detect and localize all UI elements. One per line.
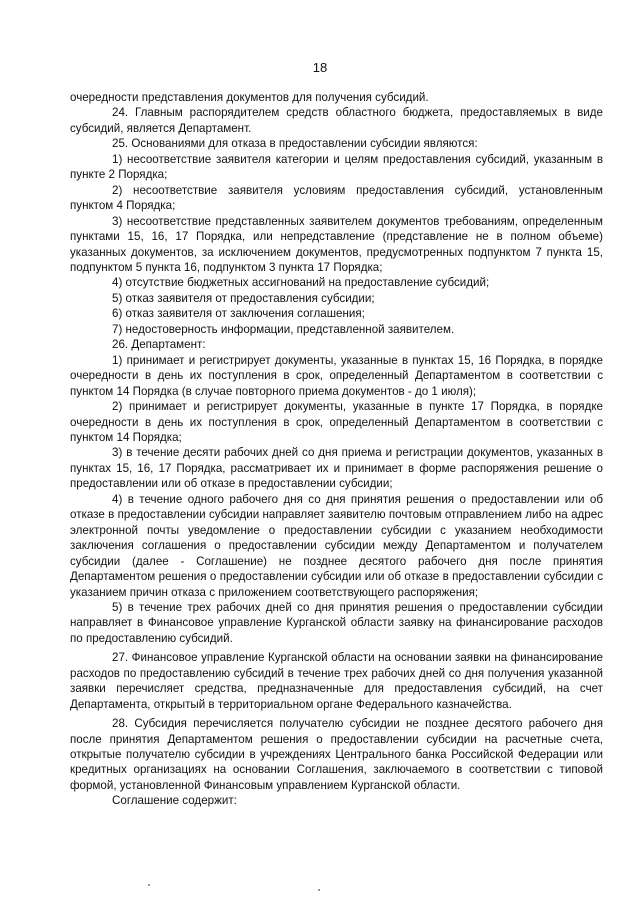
paragraph-25-item-5: 5) отказ заявителя от предоставления субсидии; bbox=[112, 291, 375, 305]
paragraph-25-item-7: 7) недостоверность информации, представленной заявителем. bbox=[112, 322, 455, 336]
scan-speck bbox=[318, 889, 320, 891]
paragraph-25: 25. Основаниями для отказа в предоставлении субсидии являются: bbox=[112, 137, 478, 151]
paragraph-26-item-3: 3) в течение десяти рабочих дней со дня приема и регистрации документов, указанных в пунктах 15, 16, 17 Порядка, рассматривает их и принимает в форме распоряжения решение о предоставлении или об отказе в предоставлении субсидии; bbox=[70, 446, 603, 491]
agreement-contents-heading: Соглашение содержит: bbox=[112, 794, 237, 808]
paragraph-25-item-4: 4) отсутствие бюджетных ассигнований на предоставление субсидий; bbox=[112, 276, 490, 290]
paragraph-25-item-6: 6) отказ заявителя от заключения соглашения; bbox=[112, 307, 365, 321]
paragraph-26-item-1: 1) принимает и регистрирует документы, указанные в пунктах 15, 16 Порядка, в порядке очередности в день их поступления в срок, определенный Департаментом в соответствии с пунктом 14 Порядка (в случае повторного приема документов - до 1 июля); bbox=[70, 353, 603, 398]
paragraph-23-end: очередности представления документов для получения субсидий. bbox=[70, 91, 429, 104]
paragraph-28: 28. Субсидия перечисляется получателю субсидии не позднее десятого рабочего дня после принятия Департаментом решения о предоставлении субсидии на расчетные счета, открытые получателю субсидии в учреждениях Центрального банка Российской Федерации или кредитных организациях на основании Соглашения, заключаемого в соответствии с типовой формой, установленной Финансовым управлением Курганской области. bbox=[70, 717, 603, 792]
paragraph-26: 26. Департамент: bbox=[112, 338, 206, 352]
paragraph-26-item-2: 2) принимает и регистрирует документы, указанные в пункте 17 Порядка, в порядке очередности в день их поступления в срок, определенный Департаментом в соответствии с пунктом 14 Порядка; bbox=[70, 400, 603, 444]
paragraph-27: 27. Финансовое управление Курганской области на основании заявки на финансирование расходов по предоставлению субсидий в течение трех рабочих дней со дня получения указанной заявки перечисляет средства, предназначенные для предоставления субсидий, на счет Департамента, открытый в территориальном органе Федерального казначейства. bbox=[70, 651, 603, 711]
paragraph-25-item-3: 3) несоответствие представленных заявителем документов требованиям, определенным пунктами 15, 16, 17 Порядка, или непредставление (представление не в полном объеме) указанных документов, за исключением документов, предусмотренных подпунктом 7 пункта 15, подпунктом 5 пункта 16, подпунктом 3 пункта 17 Порядка; bbox=[70, 214, 603, 274]
document-body bbox=[70, 90, 603, 809]
paragraph-26-item-5: 5) в течение трех рабочих дней со дня принятия решения о предоставлении субсидии направляет в Финансовое управление Курганской области заявку на финансирование расходов по предоставлению субсидий. bbox=[70, 600, 603, 645]
scan-speck bbox=[148, 884, 150, 886]
paragraph-25-item-2: 2) несоответствие заявителя условиям предоставления субсидий, установленным пунктом 4 Порядка; bbox=[70, 183, 603, 213]
paragraph-24: 24. Главным распорядителем средств областного бюджета, предоставляемых в виде субсидий, является Департамент. bbox=[70, 106, 603, 135]
paragraph-25-item-1: 1) несоответствие заявителя категории и целям предоставления субсидий, указанным в пункте 2 Порядка; bbox=[70, 152, 603, 182]
page-number: 18 bbox=[312, 60, 328, 75]
paragraph-26-item-4: 4) в течение одного рабочего дня со дня принятия решения о предоставлении или об отказе в предоставлении субсидии направляет заявителю почтовым отправлением либо на адрес электронной почты уведомление о предоставлении субсидии с указанием необходимости заключения соглашения о предоставлении субсидии между Департаментом и получателем субсидии (далее - Соглашение) не позднее десятого рабочего дня после принятия Департаментом решения о предоставлении субсидии или об отказе в предоставлении субсидии с указанием причин отказа с приложением соответствующего распоряжения; bbox=[70, 492, 603, 599]
